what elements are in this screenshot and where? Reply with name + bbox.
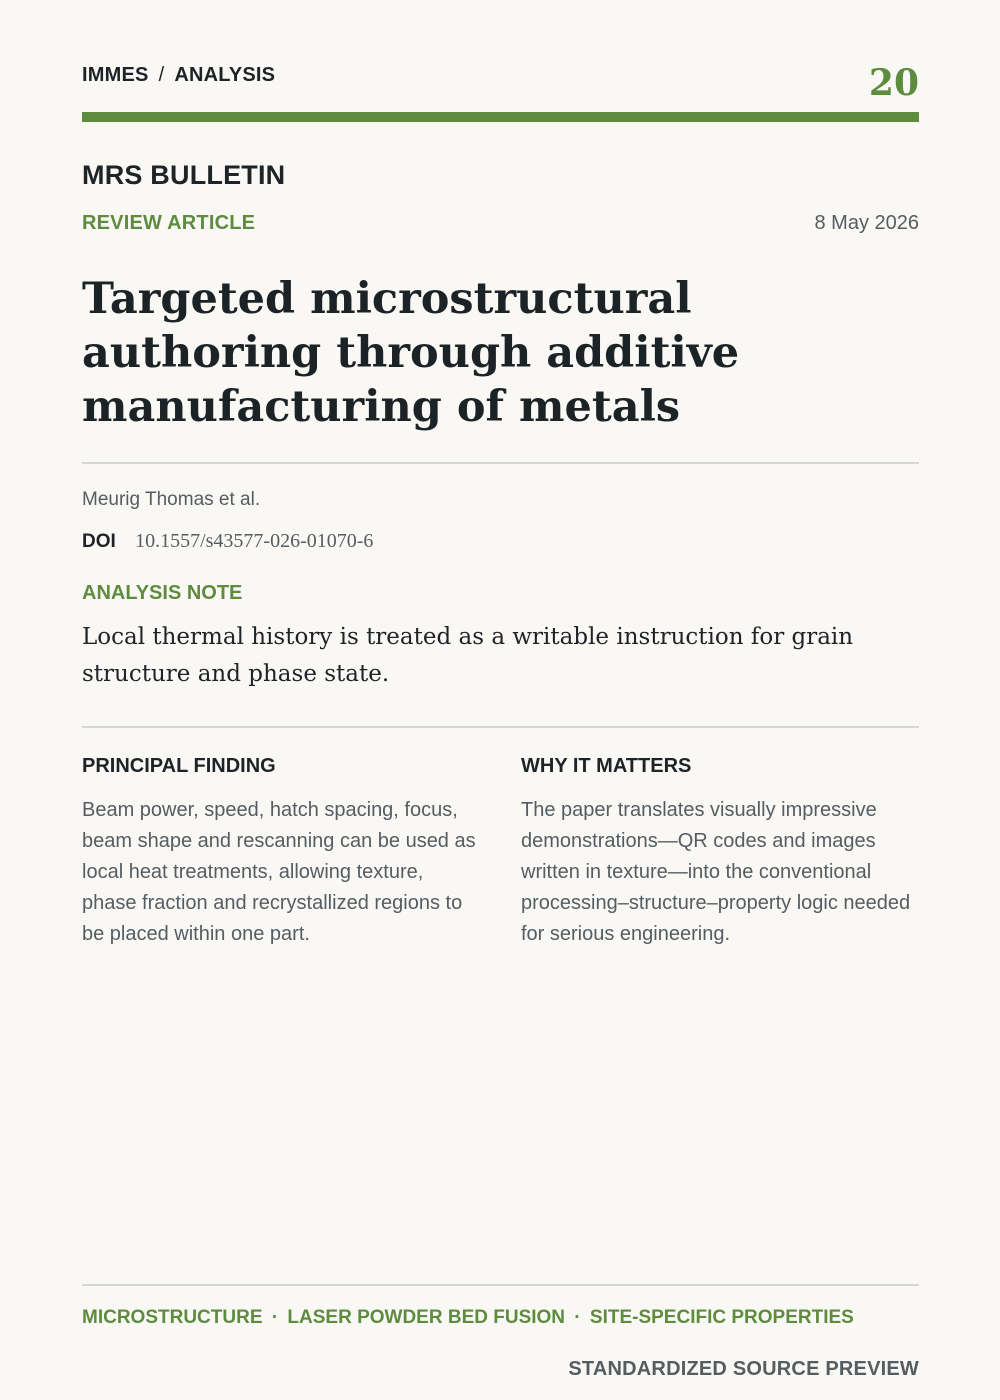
authors: Meurig Thomas et al. — [82, 489, 261, 510]
keyword-separator: · — [574, 1307, 581, 1328]
keyword-list — [82, 1307, 854, 1329]
article-preview-page — [82, 0, 919, 1400]
breadcrumb-separator: / — [158, 64, 165, 86]
breadcrumb — [82, 64, 275, 87]
divider — [82, 726, 919, 728]
breadcrumb-section: IMMES — [82, 64, 149, 86]
breadcrumb-subsection: ANALYSIS — [174, 64, 276, 86]
keyword-separator: · — [271, 1307, 279, 1328]
why-it-matters-heading: WHY IT MATTERS — [521, 755, 692, 777]
article-title: Targeted microstructural authoring through additive manufacturing of metals — [82, 274, 740, 432]
page-number: 20 — [868, 62, 919, 104]
why-it-matters-column — [521, 755, 919, 950]
footer-divider — [82, 1284, 919, 1286]
doi-row — [82, 530, 373, 553]
why-it-matters-text: The paper translates visually impressive demonstrations—QR codes and images written in texture—into the conventional processing–structure–property logic needed for serious engineering. — [521, 799, 911, 945]
top-bar — [82, 62, 919, 102]
source-preview-label: STANDARDIZED SOURCE PREVIEW — [568, 1358, 919, 1380]
journal-name: MRS BULLETIN — [82, 160, 286, 190]
doi-label: DOI — [82, 531, 116, 552]
accent-rule — [82, 112, 919, 122]
article-type-label: REVIEW ARTICLE — [82, 212, 256, 234]
keyword-tag[interactable]: MICROSTRUCTURE — [82, 1307, 263, 1328]
analysis-note-label: ANALYSIS NOTE — [82, 582, 243, 604]
divider — [82, 462, 919, 464]
keyword-tag[interactable]: LASER POWDER BED FUSION — [287, 1307, 566, 1328]
principal-finding-column — [82, 755, 480, 950]
principal-finding-heading: PRINCIPAL FINDING — [82, 755, 276, 777]
doi-link[interactable]: 10.1557/s43577-026-01070-6 — [135, 530, 374, 552]
publication-date: 8 May 2026 — [814, 212, 919, 234]
principal-finding-text: Beam power, speed, hatch spacing, focus, beam shape and rescanning can be used as local heat treatments, allowing texture, phase fraction and recrystallized regions to be placed within one part. — [82, 799, 476, 945]
analysis-note-text: Local thermal history is treated as a writable instruction for grain structure and phase state. — [82, 624, 854, 687]
keyword-tag[interactable]: SITE-SPECIFIC PROPERTIES — [589, 1307, 854, 1328]
